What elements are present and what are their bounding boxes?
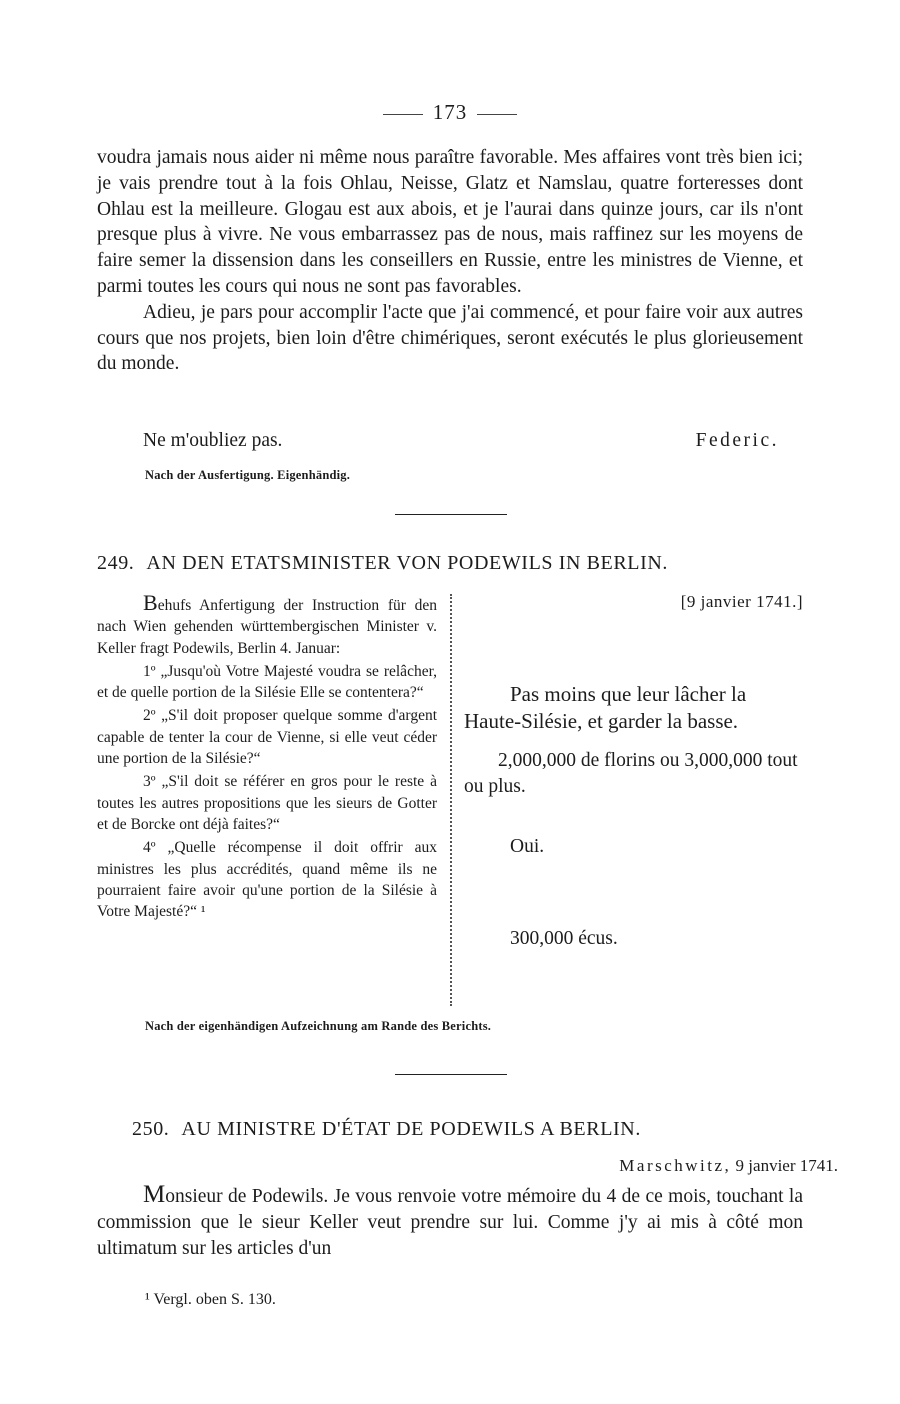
section-rule-1 (395, 514, 507, 515)
section-rule-2 (395, 1074, 507, 1075)
letter-248-closing-line (143, 430, 779, 452)
letter-249-question-2: 2º „S'il doit proposer quelque somme d'argent capable de tenter la cour de Vienne, si elle veut céder une portion de la Silésie?“ (97, 707, 437, 768)
letter-250-number: 250. (132, 1118, 170, 1140)
letter-249-heading (97, 552, 803, 575)
letter-248-source-note: Nach der Ausfertigung. Eigenhändig. (145, 468, 351, 482)
letter-249-answer-1: Pas moins que leur lâcher la Haute-Silésie, et garder la basse. (464, 682, 747, 733)
page-number-text: 173 (432, 100, 468, 124)
letter-248-paragraph-1: voudra jamais nous aider ni même nous paraître favorable. Mes affaires vont très bien ici; je vais prendre tout à la fois Ohlau, Neisse, Glatz et Namslau, quatre forteresses dont Ohlau est la meilleure. Glogau est aux abois, et je l'aurai dans quinze jours, car ils n'ont presque plus à vivre. Ne vous embarrassez pas de nous, mais raffinez sur les moyens de faire semer la dissension dans les conseillers en Russie, entre les ministres de Vienne, et parmi toutes les cours qui nous ne sont pas favorables. (97, 147, 803, 297)
letter-248-closing: Ne m'oubliez pas. (143, 430, 283, 451)
letter-250-body (97, 1182, 803, 1261)
letter-250-place: Marschwitz, (619, 1156, 732, 1175)
letter-250-text: onsieur de Podewils. Je vous renvoie votre mémoire du 4 de ce mois, touchant la commission que le sieur Keller veut prendre sur lui. Comme j'y ai mis à côté mon ultimatum sur les articles d'un (97, 1186, 803, 1259)
letter-250-paragraph (97, 1182, 803, 1261)
letter-250-date: 9 janvier 1741. (735, 1156, 838, 1175)
letter-249-question-3: 3º „S'il doit se référer en gros pour le reste à toutes les autres propositions que les sieurs de Gotter et de Borcke ont déjà faites?“ (97, 773, 437, 833)
footnote: ¹ Vergl. oben S. 130. (145, 1291, 276, 1308)
letter-249-report-column (97, 592, 437, 924)
letter-249-source-note: Nach der eigenhändigen Aufzeichnung am Rande des Berichts. (145, 1019, 492, 1033)
letter-250-initial: M (143, 1181, 166, 1208)
letter-248-paragraph-2: Adieu, je pars pour accomplir l'acte que j'ai commencé, et pour faire voir aux autres cours que nos projets, bien loin d'être chimériques, seront exécutés le plus glorieusement du monde. (97, 301, 803, 375)
page-number-dash-right (477, 114, 517, 115)
letter-248-body (97, 145, 803, 377)
letter-249-intro (97, 592, 437, 659)
column-divider (450, 594, 452, 1006)
letter-249-answer-2: 2,000,000 de florins ou 3,000,000 tout ou plus. (464, 750, 798, 797)
letter-249-answer-3: Oui. (510, 836, 545, 857)
letter-249-question-1: 1º „Jusqu'où Votre Majesté voudra se relâcher, et de quelle portion de la Silésie Elle se contentera?“ (97, 662, 437, 702)
letter-249-intro-initial: B (143, 590, 158, 615)
letter-250-title: AU MINISTRE D'ÉTAT DE PODEWILS A BERLIN. (181, 1118, 641, 1140)
letter-250-heading (132, 1118, 838, 1141)
letter-249-intro-text: ehufs Anfertigung der Instruction für den nach Wien gehenden württembergischen Minister v. Keller fragt Podewils, Berlin 4. Januar: (97, 597, 437, 657)
page-number-dash-left (383, 114, 423, 115)
page-number (0, 100, 900, 125)
letter-249-number: 249. (97, 552, 135, 574)
letter-249-answer-4: 300,000 écus. (510, 928, 618, 949)
letter-249-date: [9 janvier 1741.] (680, 592, 803, 611)
letter-250-place-date (619, 1156, 838, 1176)
letter-248-signature: Federic. (695, 430, 779, 451)
letter-249-question-4: 4º „Quelle récompense il doit offrir aux ministres les plus accrédités, quand même ils ne pourraient faire avoir qu'une portion de la Silésie à Votre Majesté?“ ¹ (97, 839, 437, 921)
letter-249-title: AN DEN ETATSMINISTER VON PODEWILS IN BERLIN. (146, 552, 669, 574)
